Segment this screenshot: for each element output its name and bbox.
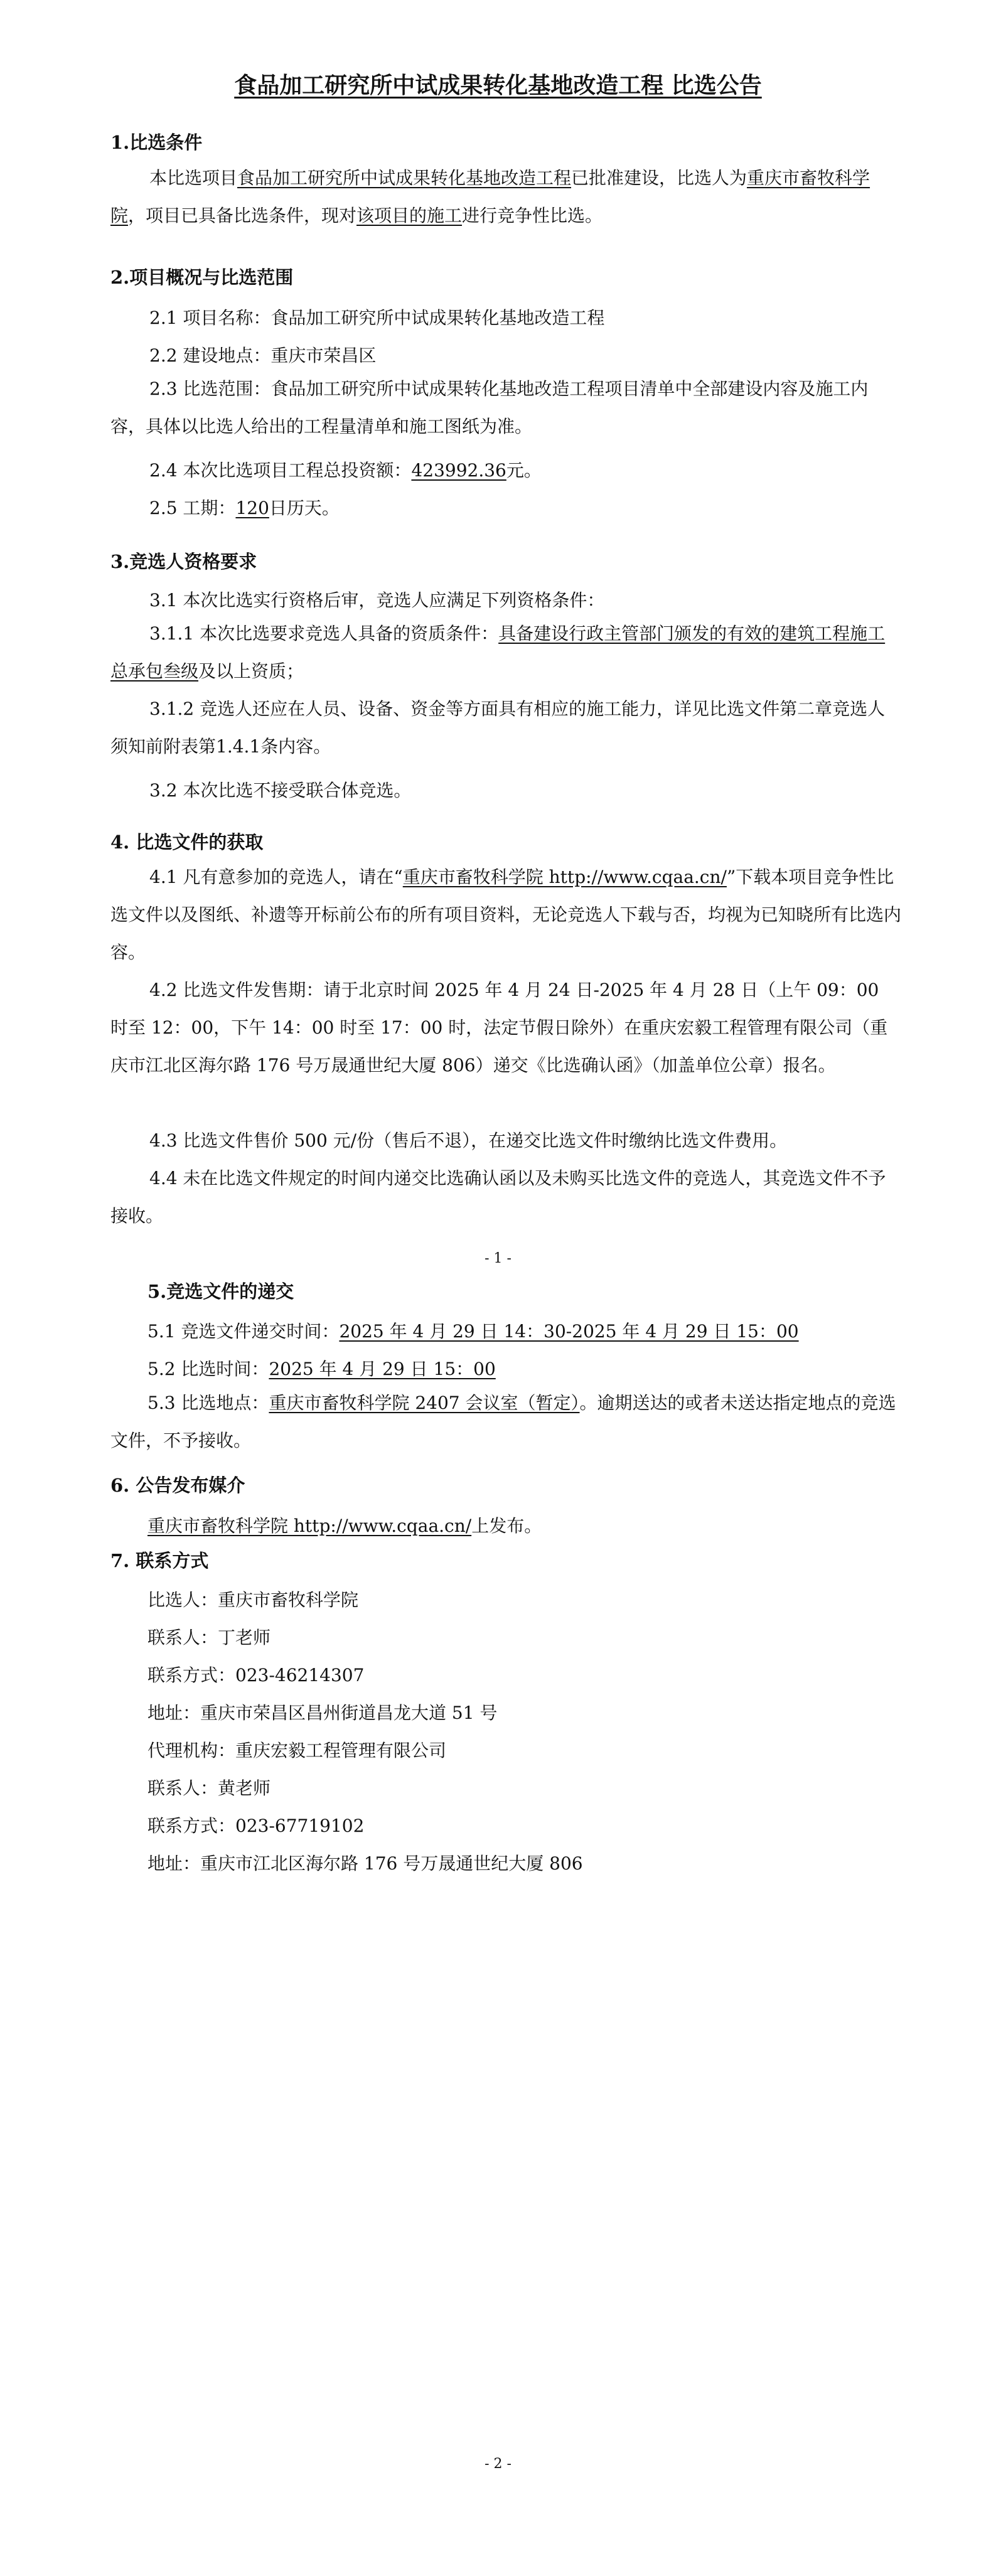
publish-media: 重庆市畜牧科学院 http://www.cqaa.cn/上发布。 [147,1515,542,1536]
contact-address-1: 地址：重庆市荣昌区昌州街道昌龙大道 51 号 [147,1702,498,1723]
item-4-3: 4.3 比选文件售价 500 元/份（售后不退），在递交比选文件时缴纳比选文件费用。 [149,1130,788,1151]
section-1-paragraph: 本比选项目食品加工研究所中试成果转化基地改造工程已批准建设，比选人为重庆市畜牧科学院，项目已具备比选条件，现对该项目的施工进行竞争性比选。 [110,168,870,226]
item-4-1: 4.1 凡有意参加的竞选人，请在“重庆市畜牧科学院 http://www.cqaa.cn/”下载本项目竞争性比选文件以及图纸、补遗等开标前公布的所有项目资料，无论竞选人下载与否，均视为已知晓所有比选内容。 [110,867,902,963]
page-number-1: - 1 - [485,1251,511,1266]
item-3-1: 3.1 本次比选实行资格后审，竞选人应满足下列资格条件： [149,590,605,611]
item-3-1-2: 3.1.2 竞选人还应在人员、设备、资金等方面具有相应的施工能力，详见比选文件第二章竞选人须知前附表第1.4.1条内容。 [110,698,886,757]
section-1-heading: 1.比选条件 [110,132,203,153]
item-5-2: 5.2 比选时间：2025 年 4 月 29 日 15：00 [147,1359,496,1379]
contact-bidder: 比选人：重庆市畜牧科学院 [147,1590,359,1610]
section-4-heading: 4. 比选文件的获取 [110,831,264,853]
contact-phone-2: 联系方式：023-67719102 [147,1815,365,1836]
item-2-1: 2.1 项目名称：食品加工研究所中试成果转化基地改造工程 [149,307,605,328]
item-4-2: 4.2 比选文件发售期：请于北京时间 2025 年 4 月 24 日-2025 年 4 月 28 日（上午 09：00 时至 12：00，下午 14：00 时至 17：00 时，法定节假日除外）在重庆宏毅工程管理有限公司（重庆市江北区海尔路 176 号万晟通世纪大厦 806）递交《比选确认函》（加盖单位公章）报名。 [110,980,888,1076]
page-title: 食品加工研究所中试成果转化基地改造工程 比选公告 [234,72,762,99]
item-2-4: 2.4 本次比选项目工程总投资额：423992.36元。 [149,460,542,481]
contact-person-2: 联系人：黄老师 [147,1778,271,1798]
section-7-heading: 7. 联系方式 [110,1550,209,1571]
item-2-5: 2.5 工期：120日历天。 [149,498,340,518]
item-3-2: 3.2 本次比选不接受联合体竞选。 [149,780,412,801]
item-2-2: 2.2 建设地点：重庆市荣昌区 [149,345,377,366]
contact-phone-1: 联系方式：023-46214307 [147,1665,365,1686]
contact-person-1: 联系人：丁老师 [147,1627,271,1648]
item-2-3: 2.3 比选范围：食品加工研究所中试成果转化基地改造工程项目清单中全部建设内容及施工内容，具体以比选人给出的工程量清单和施工图纸为准。 [110,378,869,437]
section-5-heading: 5.竞选文件的递交 [147,1281,294,1302]
page-number-2: - 2 - [485,2456,511,2472]
item-5-1: 5.1 竞选文件递交时间：2025 年 4 月 29 日 14：30-2025 年 4 月 29 日 15：00 [147,1321,799,1342]
section-3-heading: 3.竞选人资格要求 [110,551,257,572]
contact-agency: 代理机构：重庆宏毅工程管理有限公司 [147,1740,447,1761]
item-5-3: 5.3 比选地点：重庆市畜牧科学院 2407 会议室（暂定）。逾期送达的或者未送达指定地点的竞选文件，不予接收。 [110,1392,896,1451]
section-2-heading: 2.项目概况与比选范围 [110,267,294,288]
contact-address-2: 地址：重庆市江北区海尔路 176 号万晟通世纪大厦 806 [147,1853,583,1874]
item-3-1-1: 3.1.1 本次比选要求竞选人具备的资质条件：具备建设行政主管部门颁发的有效的建筑工程施工总承包叁级及以上资质； [110,623,886,681]
section-6-heading: 6. 公告发布媒介 [110,1475,245,1496]
item-4-4: 4.4 未在比选文件规定的时间内递交比选确认函以及未购买比选文件的竞选人，其竞选文件不予接收。 [110,1168,886,1226]
